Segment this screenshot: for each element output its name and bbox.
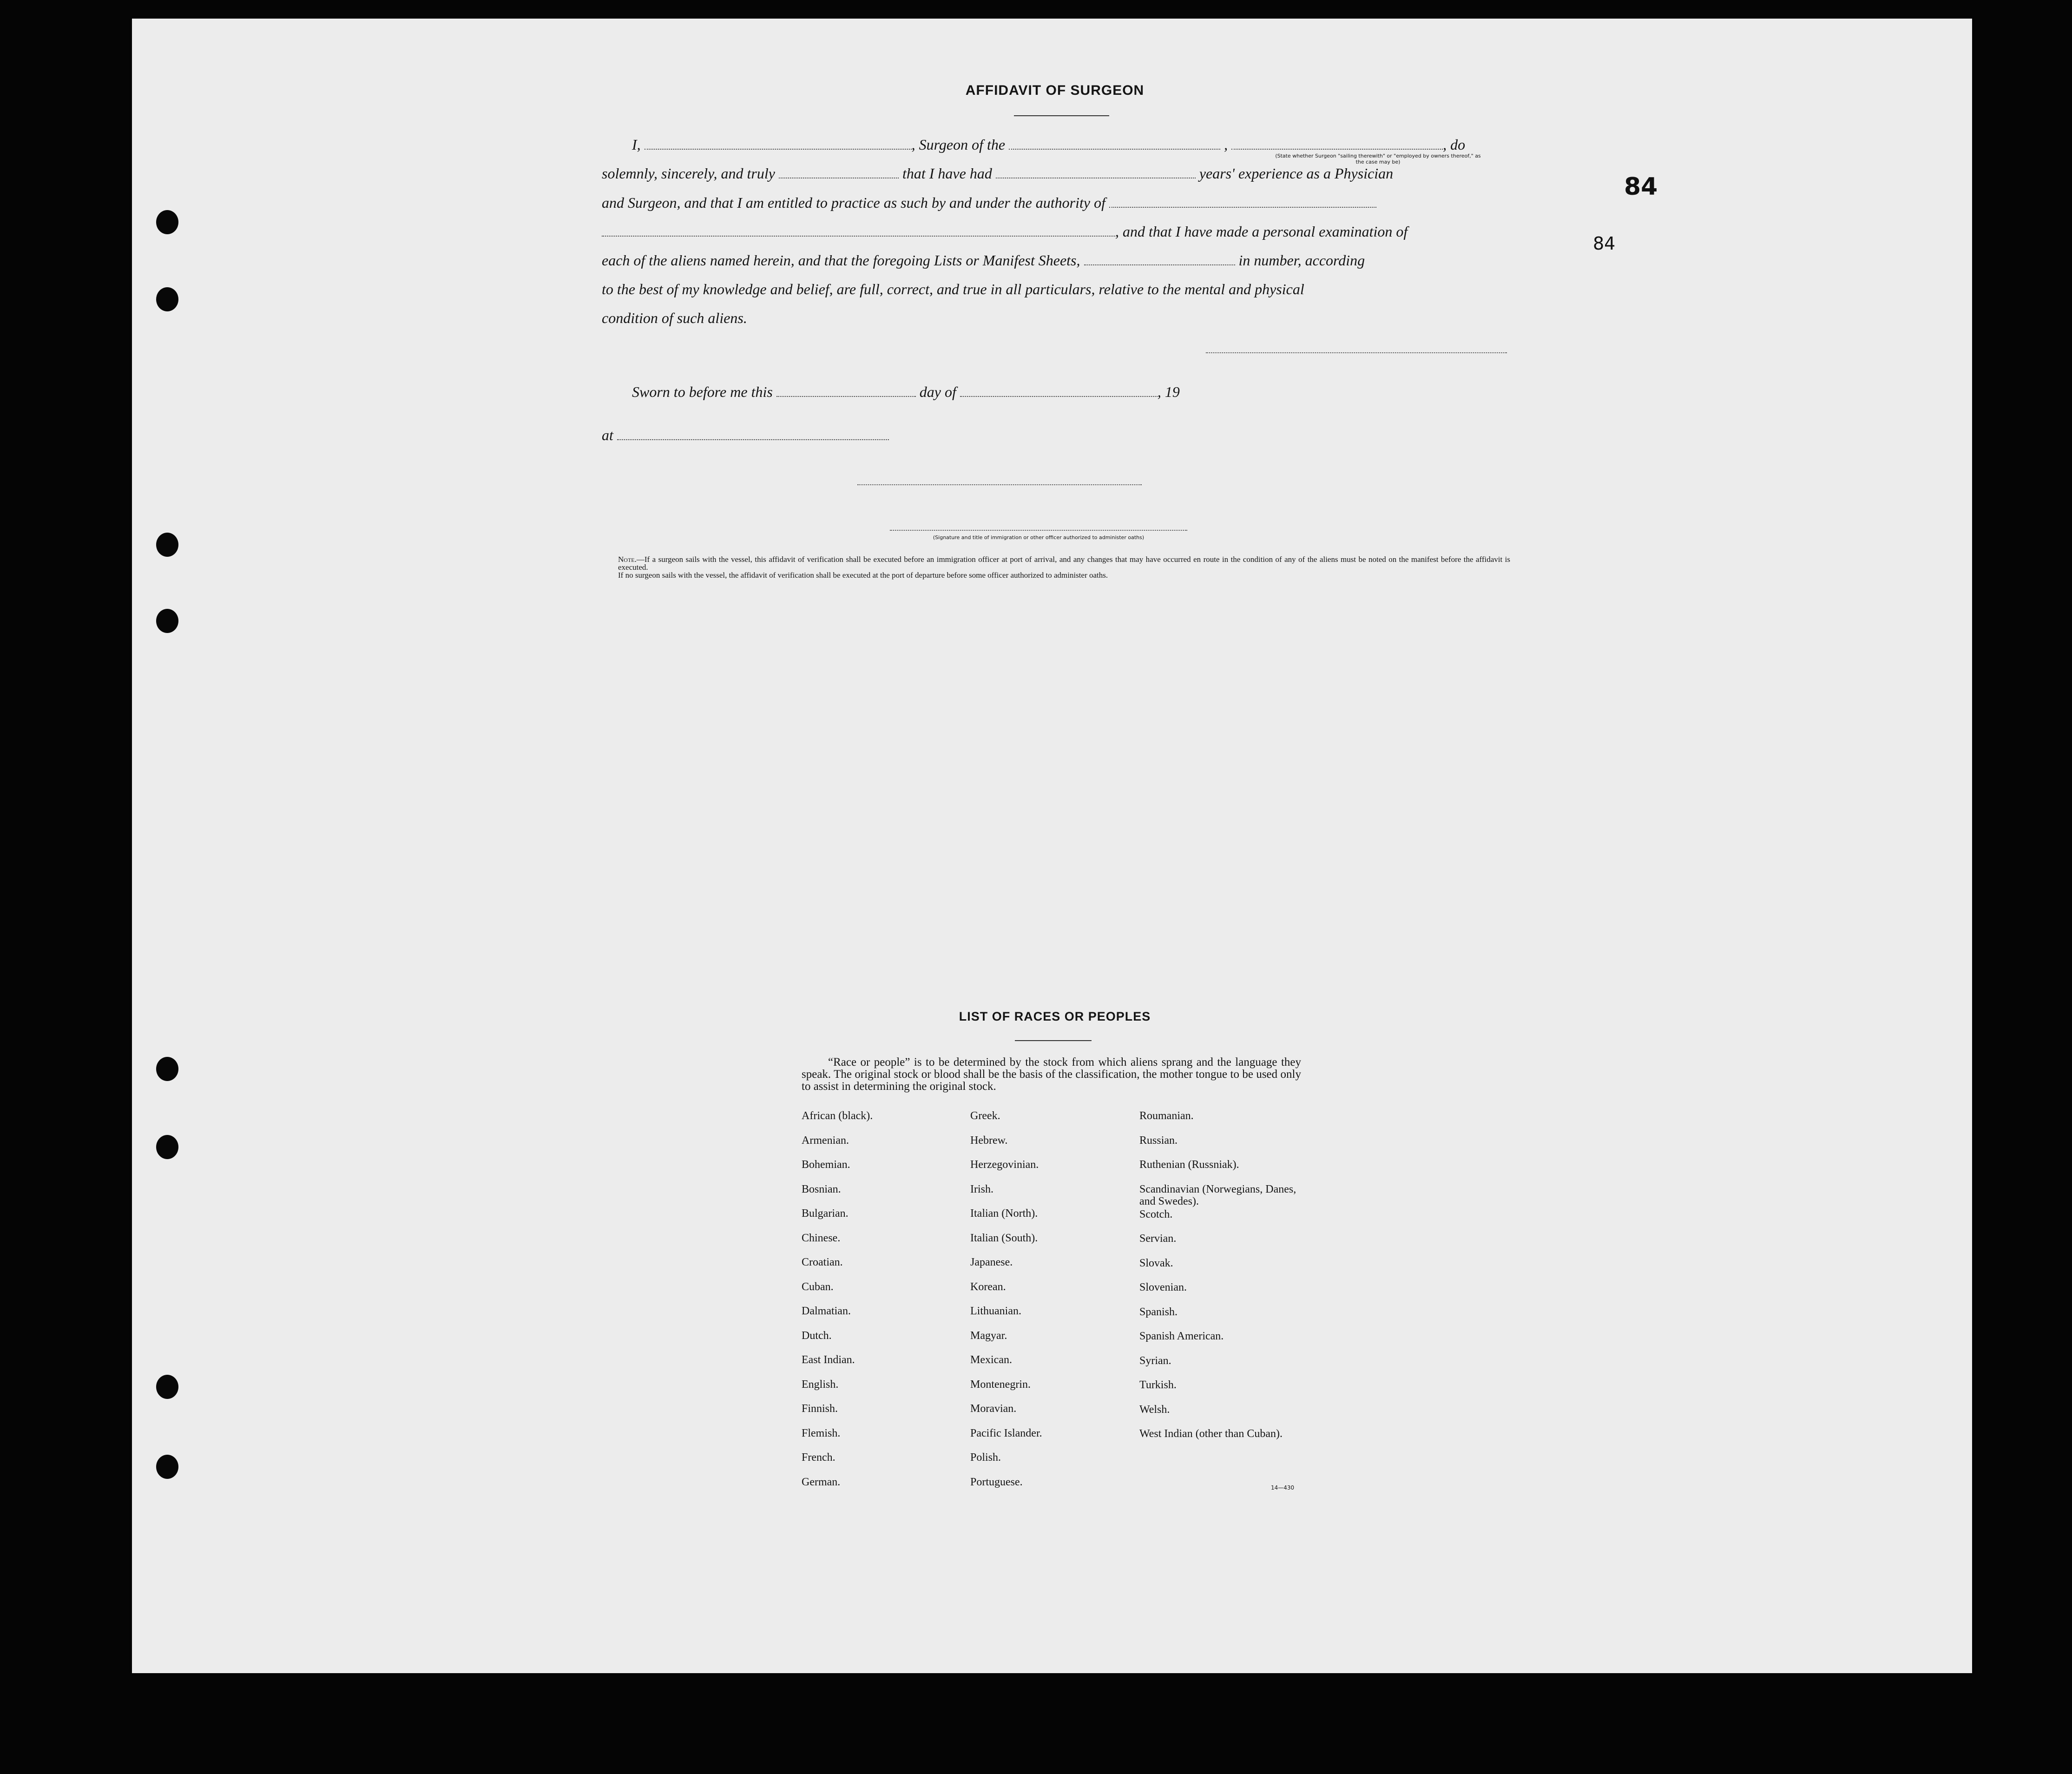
race-item: Magyar.	[970, 1329, 1007, 1342]
officer-caption: (Signature and title of immigration or other officer authorized to administer oaths)	[933, 534, 1145, 541]
margin-mark: 84	[1593, 233, 1616, 254]
affidavit-line-7: condition of such aliens.	[602, 310, 747, 326]
race-item: Russian.	[1139, 1134, 1178, 1147]
races-column-1	[802, 1110, 969, 1500]
races-column-3	[1139, 1110, 1307, 1453]
race-item: Mexican.	[970, 1354, 1012, 1366]
sworn-place-field[interactable]	[617, 428, 889, 440]
race-item: Bohemian.	[802, 1159, 850, 1171]
race-item: Spanish.	[1139, 1306, 1178, 1318]
race-item: German.	[802, 1476, 841, 1488]
race-item: East Indian.	[802, 1354, 855, 1366]
sworn-line: Sworn to before me this day of , 19	[632, 383, 1180, 400]
race-item: Pacific Islander.	[970, 1427, 1042, 1439]
officer-line-1[interactable]	[857, 484, 1142, 485]
race-item: West Indian (other than Cuban).	[1139, 1428, 1283, 1440]
races-title: LIST OF RACES OR PEOPLES	[959, 1009, 1151, 1023]
race-item: Roumanian.	[1139, 1110, 1194, 1122]
surgeon-status-field[interactable]	[1231, 138, 1443, 150]
race-item: Japanese.	[970, 1256, 1013, 1268]
punch-hole	[156, 1455, 178, 1479]
affidavit-title: AFFIDAVIT OF SURGEON	[965, 83, 1145, 98]
race-item: Hebrew.	[970, 1134, 1008, 1147]
punch-hole	[156, 210, 178, 234]
affidavit-note	[618, 555, 1510, 579]
race-item: Slovak.	[1139, 1257, 1173, 1269]
surgeon-name-field[interactable]	[645, 138, 912, 150]
surgeon-status-note: (State whether Surgeon "sailing therewith" or "employed by owners thereof," as the case may be)	[1275, 153, 1481, 165]
race-item: Welsh.	[1139, 1403, 1170, 1416]
surgeon-signature-line[interactable]	[1206, 352, 1507, 353]
affidavit-line-6: to the best of my knowledge and belief, are full, correct, and true in all particulars, relative to the mental and physical	[602, 281, 1304, 297]
races-column-2	[970, 1110, 1138, 1500]
punch-hole	[156, 1375, 178, 1399]
race-item: Irish.	[970, 1183, 993, 1195]
sheet-count-field[interactable]	[1084, 253, 1235, 265]
note-label: Note.	[618, 555, 637, 564]
authority-field-continued[interactable]	[602, 224, 1115, 237]
race-item: Italian (South).	[970, 1232, 1038, 1244]
race-item: African (black).	[802, 1110, 873, 1122]
at-line: at	[602, 427, 889, 444]
affidavit-line-2: solemnly, sincerely, and truly that I have had years' experience as a Physician	[602, 165, 1394, 182]
affidavit-line-1: I, , Surgeon of the , , do	[632, 136, 1466, 153]
note-text-1: —If a surgeon sails with the vessel, this affidavit of verification shall be executed before an immigration officer at port of arrival, and any changes that may have occurred en route in the condition of any of the aliens must be noted on the manifest before the affidavit is executed.	[618, 555, 1510, 572]
years-experience-field[interactable]	[996, 166, 1196, 178]
punch-hole	[156, 1135, 178, 1159]
races-intro: “Race or people” is to be determined by the stock from which aliens sprang and the language they speak. The original stock or blood shall be the basis of the classification, the mother tongue to be used only to assist in determining the original stock.	[802, 1056, 1301, 1093]
race-item: Italian (North).	[970, 1207, 1038, 1220]
form-number: 14—430	[1271, 1484, 1295, 1491]
race-item: Korean.	[970, 1280, 1006, 1293]
note-text-2: If no surgeon sails with the vessel, the affidavit of verification shall be executed at the port of departure before some officer authorized to administer oaths.	[618, 571, 1108, 580]
race-item: Spanish American.	[1139, 1330, 1224, 1342]
affidavit-line-5: each of the aliens named herein, and that the foregoing Lists or Manifest Sheets, in number, according	[602, 252, 1365, 269]
race-item: Scandinavian (Norwegians, Danes, and Swedes).	[1139, 1183, 1296, 1207]
authority-field[interactable]	[1109, 196, 1376, 208]
punch-hole	[156, 533, 178, 557]
race-item: Moravian.	[970, 1403, 1017, 1415]
race-item: Cuban.	[802, 1280, 834, 1293]
race-item: Scotch.	[1139, 1208, 1173, 1220]
race-item: Bosnian.	[802, 1183, 841, 1195]
race-item: Bulgarian.	[802, 1207, 849, 1220]
race-item: French.	[802, 1451, 835, 1464]
race-item: Herzegovinian.	[970, 1159, 1039, 1171]
punch-hole	[156, 1057, 178, 1081]
vessel-name-field[interactable]	[1009, 138, 1220, 150]
race-item: Lithuanian.	[970, 1305, 1021, 1317]
race-item: Montenegrin.	[970, 1378, 1031, 1391]
affidavit-line-4: , and that I have made a personal examination of	[602, 223, 1408, 240]
race-item: Croatian.	[802, 1256, 843, 1268]
race-item: Polish.	[970, 1451, 1001, 1464]
race-item: Turkish.	[1139, 1379, 1177, 1391]
race-item: Servian.	[1139, 1233, 1177, 1245]
officer-line-2[interactable]	[890, 530, 1187, 531]
oath-type-field[interactable]	[779, 166, 899, 178]
race-item: Syrian.	[1139, 1354, 1171, 1367]
sworn-month-field[interactable]	[960, 385, 1158, 397]
punch-hole	[156, 287, 178, 311]
race-item: Armenian.	[802, 1134, 849, 1147]
punch-hole	[156, 609, 178, 633]
affidavit-line-3: and Surgeon, and that I am entitled to practice as such by and under the authority of	[602, 194, 1376, 211]
races-title-underline	[1015, 1040, 1092, 1041]
race-item: Finnish.	[802, 1403, 838, 1415]
title-underline	[1014, 115, 1109, 116]
margin-mark: 84	[1624, 173, 1658, 201]
race-item: Chinese.	[802, 1232, 841, 1244]
race-item: Portuguese.	[970, 1476, 1023, 1488]
race-item: Dutch.	[802, 1329, 832, 1342]
race-item: Flemish.	[802, 1427, 841, 1439]
race-item: Ruthenian (Russniak).	[1139, 1159, 1239, 1171]
race-item: Slovenian.	[1139, 1281, 1187, 1293]
sworn-day-field[interactable]	[776, 385, 916, 397]
race-item: Dalmatian.	[802, 1305, 851, 1317]
race-item: English.	[802, 1378, 839, 1391]
race-item: Greek.	[970, 1110, 1000, 1122]
